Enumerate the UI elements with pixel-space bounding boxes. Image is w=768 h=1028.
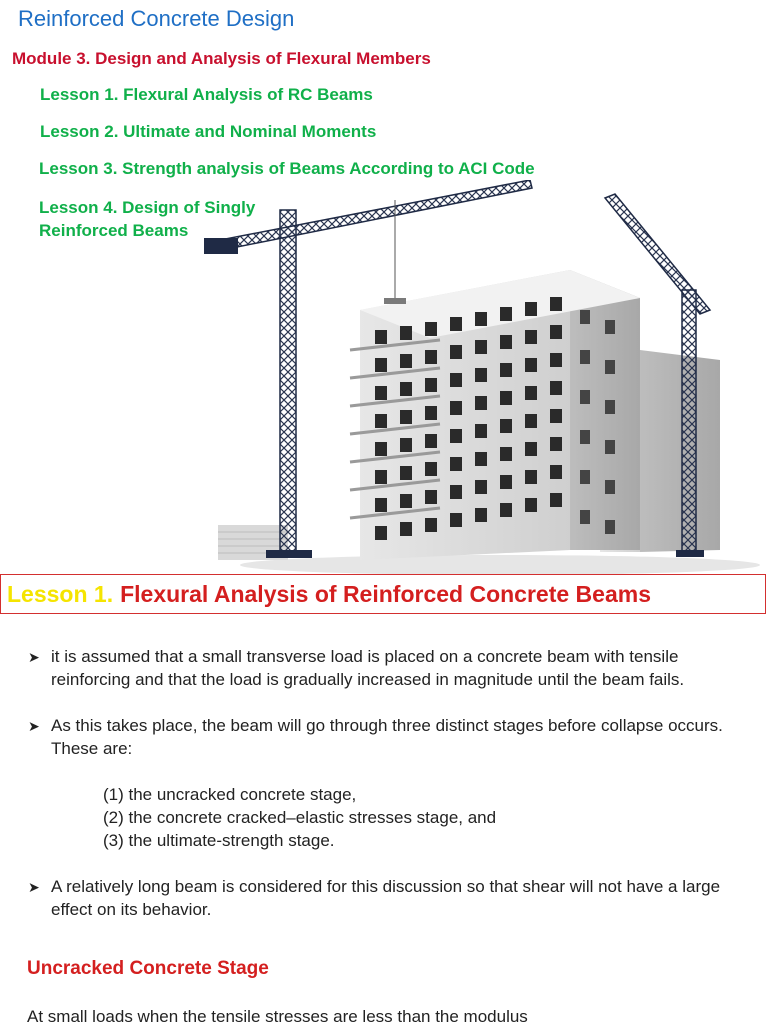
main-building	[350, 270, 640, 560]
lesson-link-2[interactable]: Lesson 2. Ultimate and Nominal Moments	[40, 122, 377, 141]
arrow-bullet-icon: ➤	[28, 879, 40, 895]
bullet-text: it is assumed that a small transverse load is placed on a concrete beam with tensile reinforcing and that the load is gradually increased in magnitude until the beam fails.	[51, 647, 685, 689]
bullet-item	[28, 875, 728, 921]
stage-item: (1) the uncracked concrete stage,	[103, 785, 357, 804]
stage-item: (2) the concrete cracked–elastic stresses stage, and	[103, 808, 497, 827]
building-construction-illustration	[200, 180, 768, 575]
banner-lesson-title: Flexural Analysis of Reinforced Concrete Beams	[120, 580, 651, 607]
banner-lesson-number: Lesson 1.	[7, 580, 114, 607]
arrow-bullet-icon: ➤	[28, 649, 40, 665]
stages-list	[103, 783, 496, 852]
arrow-bullet-icon: ➤	[28, 718, 40, 734]
lesson-link-4[interactable]: Lesson 4. Design of Singly Reinforced Beams	[39, 198, 256, 240]
page-title: Reinforced Concrete Design	[18, 6, 295, 31]
bullet-text: As this takes place, the beam will go through three distinct stages before collapse occurs. These are:	[51, 716, 723, 758]
lesson-banner	[0, 574, 766, 614]
section-paragraph: At small loads when the tensile stresses are less than the modulus	[27, 1007, 528, 1026]
bullet-text: A relatively long beam is considered for this discussion so that shear will not have a large effect on its behavior.	[51, 877, 721, 919]
lesson-link-1[interactable]: Lesson 1. Flexural Analysis of RC Beams	[40, 85, 373, 104]
bullet-item	[28, 714, 728, 760]
stage-item: (3) the ultimate-strength stage.	[103, 831, 335, 850]
section-subheading: Uncracked Concrete Stage	[27, 958, 269, 979]
bullet-item	[28, 645, 728, 691]
lesson-link-3[interactable]: Lesson 3. Strength analysis of Beams According to ACI Code	[39, 159, 535, 178]
module-heading: Module 3. Design and Analysis of Flexural Members	[12, 49, 431, 68]
